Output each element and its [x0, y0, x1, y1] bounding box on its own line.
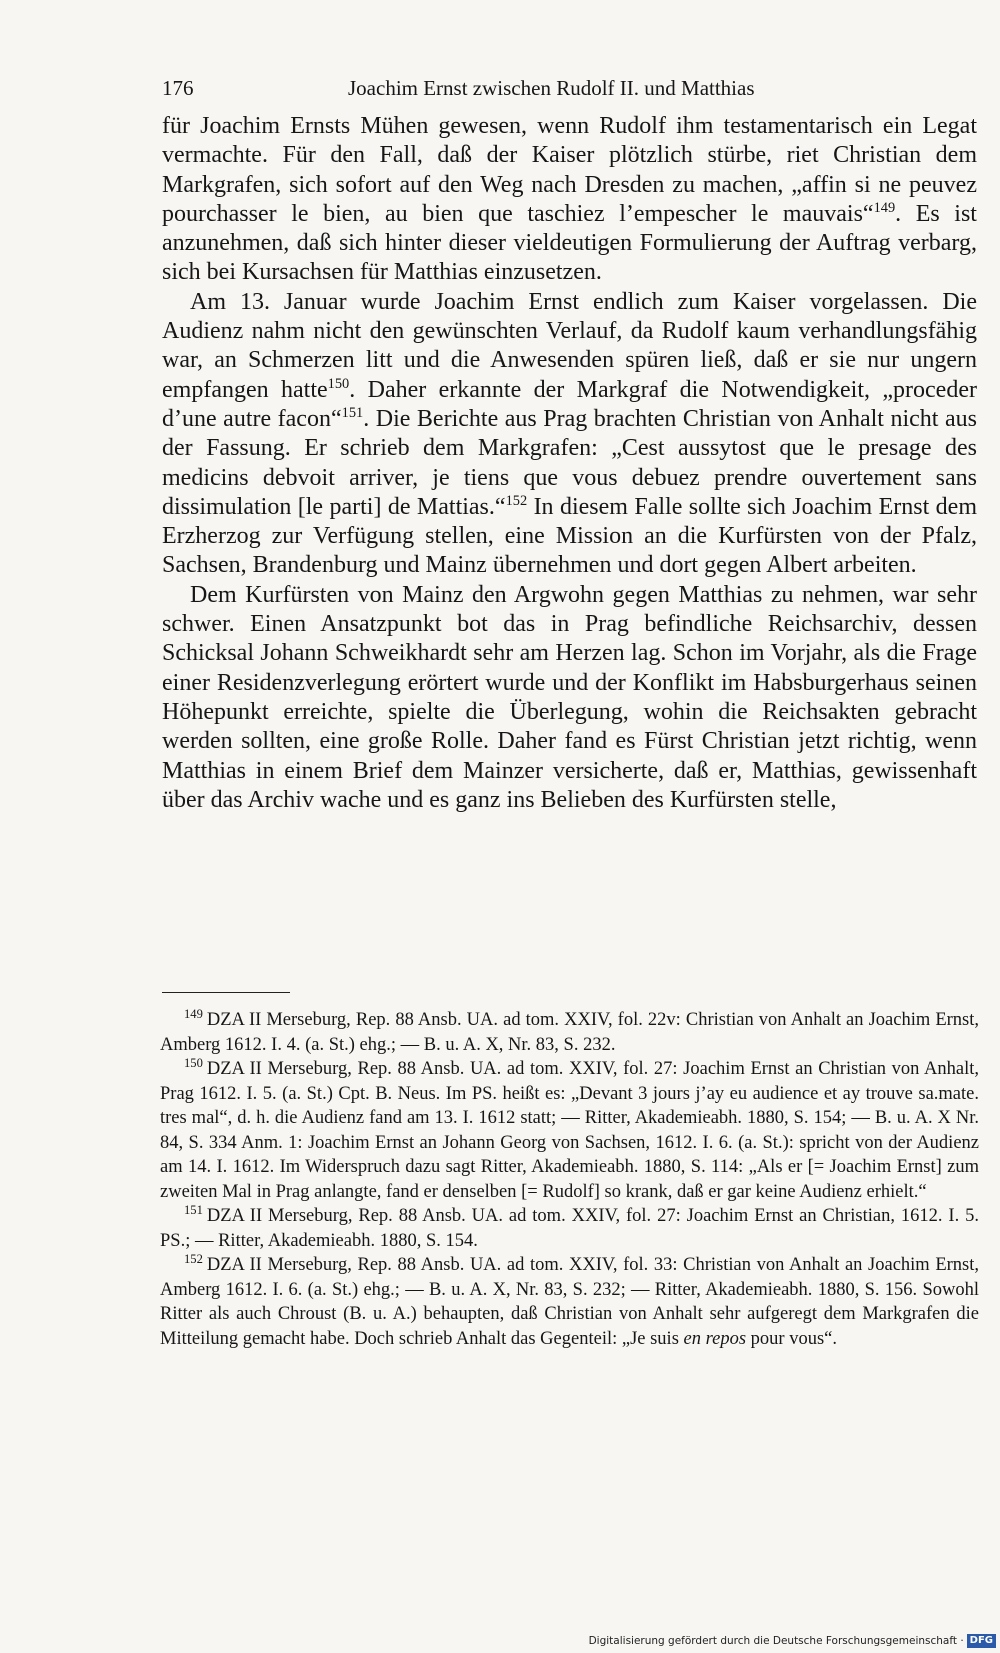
paragraph-3: [162, 581, 977, 815]
footnote-tail: pour vous“.: [746, 1328, 837, 1349]
dfg-logo-icon[interactable]: DFG: [967, 1634, 996, 1648]
footnote-149: [160, 1008, 979, 1057]
digitization-notice: [589, 1633, 996, 1649]
paragraph-2: [162, 288, 977, 581]
paragraph-2-text: Am 13. Januar wurde Joachim Ernst endlich zum Kaiser vorgelassen. Die Audienz nahm nicht den gewünschten Verlauf, da Rudolf kaum verhandlungsfähig war, an Schmerzen litt und die Anwesenden spüren ließ, daß er sie nur ungern empfangen hatte: [162, 288, 977, 403]
footnote-151: [160, 1204, 979, 1253]
page-number: 176: [162, 76, 194, 100]
footnote-italic: en repos: [683, 1328, 747, 1349]
footnote-text: DZA II Merseburg, Rep. 88 Ansb. UA. ad tom. XXIV, fol. 22v: Christian von Anhalt an Joachim Ernst, Amberg 1612. I. 4. (a. St.) ehg.; — B. u. A. X, Nr. 83, S. 232.: [160, 1010, 979, 1055]
footnote-number: 152: [184, 1251, 203, 1266]
footnote-text: DZA II Merseburg, Rep. 88 Ansb. UA. ad tom. XXIV, fol. 33: Christian von Anhalt an Joachim Ernst, Amberg 1612. I. 6. (a. St.) ehg.; — B. u. A. X, Nr. 83, S. 232; — Ritter, Akademieabh. 1880, S. 156. Sowohl Ritter als auch Chroust (B. u. A.) behaupten, daß Christian von Anhalt sehr aufgeregt dem Markgrafen die Mitteilung gemacht habe. Doch schrieb Anhalt das Gegenteil: „Je suis: [160, 1255, 979, 1349]
footnote-ref-149[interactable]: 149: [873, 199, 896, 216]
footnote-text: DZA II Merseburg, Rep. 88 Ansb. UA. ad tom. XXIV, fol. 27: Joachim Ernst an Christian von Anhalt, Prag 1612. I. 5. (a. St.) Cpt. B. Neus. Im PS. heißt es: „Devant 3 jours j’ay eu audience et ay trouve sa.mate. tres mal“, d. h. die Audienz fand am 13. I. 1612 statt; — Ritter, Akademieabh. 1880, S. 154; — B. u. A. X Nr. 84, S. 334 Anm. 1: Joachim Ernst an Johann Georg von Sachsen, 1612. I. 6. (a. St.): spricht von der Audienz am 14. I. 1612. Im Widerspruch dazu sagt Ritter, Akademieabh. 1880, S. 114: „Als er [= Joachim Ernst] zum zweiten Mal in Prag anlangte, fand er denselben [= Rudolf] so krank, daß er gar keine Audienz erhielt.“: [160, 1059, 979, 1202]
footnote-152: [160, 1253, 979, 1351]
footnote-number: 150: [184, 1055, 203, 1070]
running-title: Joachim Ernst zwischen Rudolf II. und Matthias: [348, 76, 755, 100]
paragraph-2-after2: . Die Berichte aus Prag brachten Christian von Anhalt nicht aus der Fassung. Er schrieb dem Markgrafen: „Cest aussytost que le presage des medicins debvoit arriver, je tiens que vous debuez prendre ouvertement sans dissimulation [le parti] de Mattias.“: [162, 405, 977, 520]
footnote-ref-152[interactable]: 152: [505, 492, 528, 509]
body-text: [162, 112, 977, 815]
paragraph-2-after: . Daher erkannte der Markgraf die Notwendigkeit, „proceder d’une autre facon“: [162, 376, 977, 432]
digitization-notice-text: Digitalisierung gefördert durch die Deutsche Forschungsgemeinschaft ·: [588, 1635, 964, 1647]
footnote-text: DZA II Merseburg, Rep. 88 Ansb. UA. ad tom. XXIV, fol. 27: Joachim Ernst an Christian, 1612. I. 5. PS.; — Ritter, Akademieabh. 1880, S. 154.: [160, 1206, 979, 1251]
paragraph-1: [162, 112, 977, 288]
paragraph-2-after3: In diesem Falle sollte sich Joachim Ernst dem Erzherzog zur Verfügung stellen, eine Mission an die Kurfürsten von der Pfalz, Sachsen, Brandenburg und Mainz übernehmen und dort gegen Albert arbeiten.: [162, 493, 978, 579]
footnote-150: [160, 1057, 979, 1204]
footnote-number: 149: [184, 1006, 203, 1021]
paragraph-3-text: Dem Kurfürsten von Mainz den Argwohn gegen Matthias zu nehmen, war sehr schwer. Einen Ansatzpunkt bot das in Prag befindliche Reichsarchiv, dessen Schicksal Johann Schweikhardt sehr am Herzen lag. Schon im Vorjahr, als die Frage einer Residenzverlegung erörtert wurde und der Konflikt im Habsburgerhaus seinen Höhepunkt erreichte, spielte die Überlegung, wohin die Reichsakten gebracht werden sollten, eine große Rolle. Daher fand es Fürst Christian jetzt richtig, wenn Matthias in einem Brief dem Mainzer versicherte, daß er, Matthias, gewissenhaft über das Archiv wache und es ganz ins Belieben des Kurfürsten stelle,: [162, 581, 977, 813]
footnote-ref-151[interactable]: 151: [341, 404, 364, 421]
paragraph-1-text: für Joachim Ernsts Mühen gewesen, wenn Rudolf ihm testamentarisch ein Legat vermachte. Für den Fall, daß der Kaiser plötzlich stürbe, riet Christian dem Markgrafen, sich sofort auf den Weg nach Dresden zu machen, „affin si ne peuvez pourchasser le bien, au bien que taschiez l’empescher le mauvais“: [162, 113, 977, 227]
footnote-ref-150[interactable]: 150: [327, 375, 350, 392]
footnote-number: 151: [184, 1202, 203, 1217]
paragraph-1-after: . Es ist anzunehmen, daß sich hinter dieser vieldeutigen Formulierung der Auftrag verbarg, sich bei Kursachsen für Matthias einzusetzen.: [162, 200, 977, 286]
footnote-separator: [162, 992, 290, 993]
footnotes: [160, 1008, 979, 1351]
